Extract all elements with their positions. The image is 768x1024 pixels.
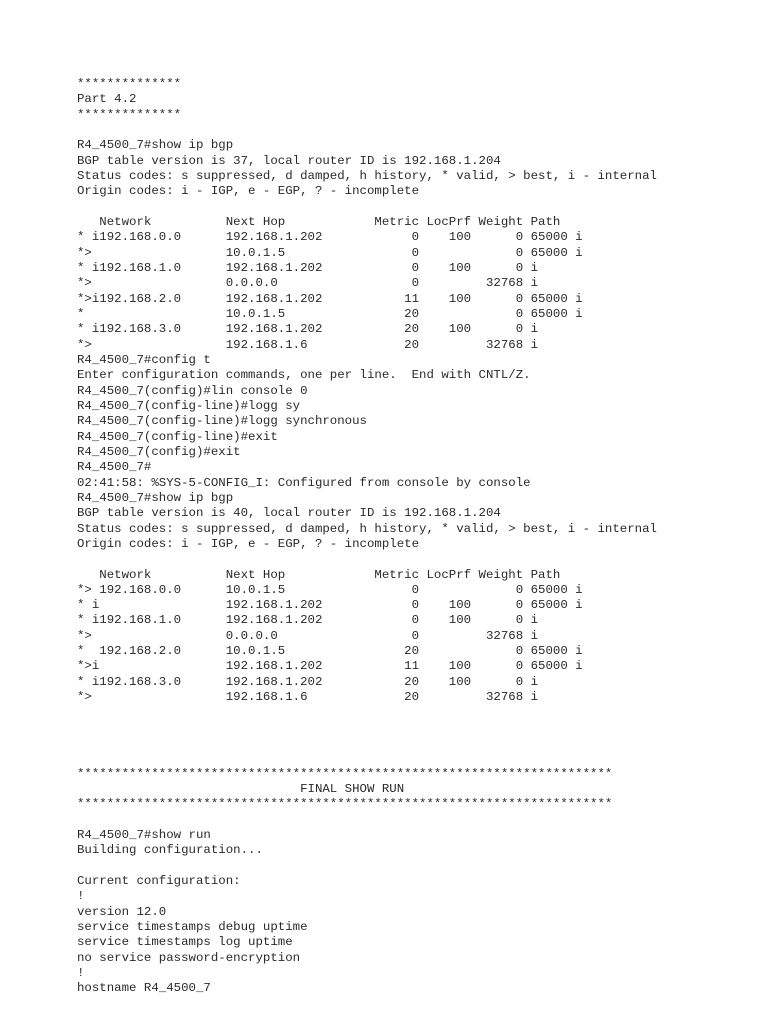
console-line: ************** bbox=[77, 107, 182, 122]
console-line: service timestamps log uptime bbox=[77, 935, 293, 950]
console-line: R4_4500_7(config)#lin console 0 bbox=[77, 383, 308, 398]
console-line: 02:41:58: %SYS-5-CONFIG_I: Configured from console by console bbox=[77, 475, 531, 490]
console-line: *>i192.168.2.0 192.168.1.202 11 100 0 65000 i bbox=[77, 291, 583, 306]
console-line bbox=[77, 123, 657, 138]
console-line: R4_4500_7(config-line)#logg sy bbox=[77, 398, 301, 413]
console-line: Building configuration... bbox=[77, 843, 263, 858]
console-line: * i192.168.1.0 192.168.1.202 0 100 0 i bbox=[77, 260, 539, 275]
console-line: Enter configuration commands, one per line. End with CNTL/Z. bbox=[77, 368, 531, 383]
console-line: ************** bbox=[77, 77, 182, 91]
console-line: Status codes: s suppressed, d damped, h history, * valid, > best, i - internal bbox=[77, 168, 657, 183]
console-line: version 12.0 bbox=[77, 904, 167, 919]
console-line: *> 10.0.1.5 0 0 65000 i bbox=[77, 245, 583, 260]
console-line: *>i 192.168.1.202 11 100 0 65000 i bbox=[77, 659, 583, 674]
console-line: * 10.0.1.5 20 0 65000 i bbox=[77, 306, 583, 321]
console-line bbox=[77, 736, 657, 751]
console-line: R4_4500_7(config-line)#exit bbox=[77, 429, 278, 444]
console-line: R4_4500_7# bbox=[77, 460, 152, 475]
console-line: * i192.168.0.0 192.168.1.202 0 100 0 65000 i bbox=[77, 230, 583, 245]
console-line: * 192.168.2.0 10.0.1.5 20 0 65000 i bbox=[77, 644, 583, 659]
console-line: ! bbox=[77, 889, 85, 904]
console-transcript bbox=[77, 77, 657, 997]
console-line bbox=[77, 200, 657, 215]
console-line: Origin codes: i - IGP, e - EGP, ? - incomplete bbox=[77, 184, 420, 199]
console-line: R4_4500_7(config-line)#logg synchronous bbox=[77, 414, 367, 429]
console-line bbox=[77, 751, 657, 766]
console-line: * i 192.168.1.202 0 100 0 65000 i bbox=[77, 598, 583, 613]
console-line: ! bbox=[77, 966, 85, 981]
console-line: ************************************************************************ bbox=[77, 797, 613, 812]
console-line: Part 4.2 bbox=[77, 92, 137, 107]
console-line bbox=[77, 552, 657, 567]
console-line: Current configuration: bbox=[77, 874, 241, 889]
console-line: ************************************************************************ bbox=[77, 766, 613, 781]
console-line: *> 192.168.1.6 20 32768 i bbox=[77, 337, 539, 352]
console-line: * i192.168.3.0 192.168.1.202 20 100 0 i bbox=[77, 322, 539, 337]
console-line: R4_4500_7#show ip bgp bbox=[77, 490, 234, 505]
console-line: R4_4500_7#config t bbox=[77, 352, 211, 367]
console-line: * i192.168.3.0 192.168.1.202 20 100 0 i bbox=[77, 674, 539, 689]
console-line: *> 0.0.0.0 0 32768 i bbox=[77, 276, 539, 291]
console-line: *> 192.168.0.0 10.0.1.5 0 0 65000 i bbox=[77, 582, 583, 597]
console-line: * i192.168.1.0 192.168.1.202 0 100 0 i bbox=[77, 613, 539, 628]
console-line: hostname R4_4500_7 bbox=[77, 981, 211, 996]
console-line: Network Next Hop Metric LocPrf Weight Path bbox=[77, 214, 561, 229]
console-line bbox=[77, 813, 657, 828]
console-line: BGP table version is 37, local router ID is 192.168.1.204 bbox=[77, 153, 501, 168]
console-line: no service password-encryption bbox=[77, 950, 301, 965]
console-line: Network Next Hop Metric LocPrf Weight Path bbox=[77, 567, 561, 582]
console-line bbox=[77, 721, 657, 736]
console-line: *> 192.168.1.6 20 32768 i bbox=[77, 690, 539, 705]
console-line: FINAL SHOW RUN bbox=[77, 782, 405, 797]
console-line: Status codes: s suppressed, d damped, h history, * valid, > best, i - internal bbox=[77, 521, 657, 536]
console-line: BGP table version is 40, local router ID is 192.168.1.204 bbox=[77, 506, 501, 521]
console-line bbox=[77, 705, 657, 720]
console-line bbox=[77, 859, 657, 874]
console-line: service timestamps debug uptime bbox=[77, 920, 308, 935]
console-line: R4_4500_7#show ip bgp bbox=[77, 138, 234, 153]
console-line: Origin codes: i - IGP, e - EGP, ? - incomplete bbox=[77, 536, 420, 551]
console-line: R4_4500_7(config)#exit bbox=[77, 444, 241, 459]
console-line: *> 0.0.0.0 0 32768 i bbox=[77, 628, 539, 643]
console-line: R4_4500_7#show run bbox=[77, 828, 211, 843]
